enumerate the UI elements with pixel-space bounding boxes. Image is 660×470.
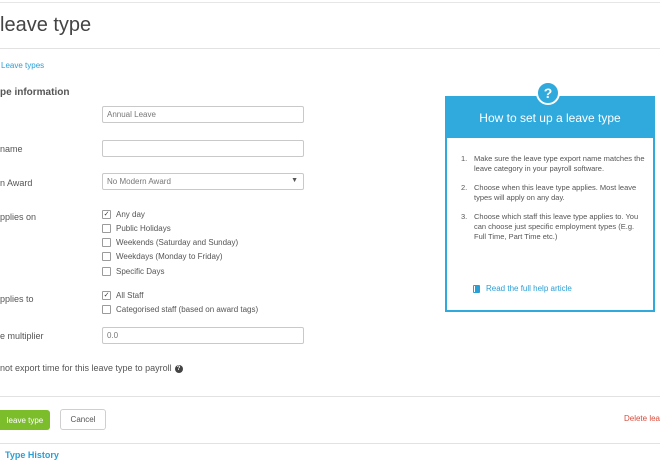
delete-leave-type-link[interactable]: Delete lea (623, 414, 660, 423)
save-leave-type-button[interactable]: leave type (0, 410, 50, 430)
no-export-label: not export time for this leave type to payroll (0, 363, 172, 373)
checkbox-label: Categorised staff (based on award tags) (116, 304, 259, 314)
checkbox-icon (102, 224, 111, 233)
checkbox-specific-days[interactable] (102, 265, 164, 277)
help-card-title: How to set up a leave type (447, 98, 653, 138)
multiplier-label: e multiplier (0, 331, 44, 341)
export-name-input[interactable] (102, 140, 304, 157)
top-border (0, 2, 660, 3)
checkbox-label: Any day (116, 209, 145, 219)
help-step: 2. Choose when this leave type applies. Most leave types will apply on any day. (461, 183, 637, 202)
actions-divider (0, 396, 660, 397)
section-title: pe information (0, 87, 70, 98)
checkbox-icon (102, 305, 111, 314)
award-select[interactable] (102, 173, 304, 190)
page-title: leave type (0, 14, 92, 36)
history-divider (0, 443, 660, 444)
applies-to-label: pplies to (0, 294, 34, 304)
question-icon[interactable]: ? (175, 365, 183, 373)
leave-name-input[interactable] (102, 106, 304, 123)
help-card (445, 96, 655, 312)
help-question-icon: ? (536, 81, 560, 105)
book-icon (473, 285, 480, 293)
checkbox-icon: ✓ (103, 291, 110, 299)
breadcrumb-leave-types[interactable]: Leave types (1, 61, 45, 70)
checkbox-weekdays[interactable] (102, 250, 223, 262)
multiplier-input[interactable] (102, 327, 304, 344)
caret-down-icon: ▼ (291, 177, 298, 184)
checkbox-label: Weekdays (Monday to Friday) (116, 251, 223, 261)
checkbox-public-holidays[interactable] (102, 222, 171, 234)
checkbox-label: All Staff (116, 290, 144, 300)
read-help-article-link[interactable] (473, 284, 572, 293)
award-select-value: No Modern Award (107, 177, 171, 186)
help-steps (461, 154, 647, 251)
checkbox-icon (102, 238, 111, 247)
help-link-label: Read the full help article (486, 284, 572, 293)
checkbox-any-day[interactable] (102, 208, 145, 220)
leave-type-history-link[interactable]: Type History (5, 450, 59, 460)
applies-on-label: pplies on (0, 212, 37, 222)
checkbox-label: Weekends (Saturday and Sunday) (116, 237, 239, 247)
help-step: 1. Make sure the leave type export name matches the leave category in your payroll software. (461, 154, 645, 173)
checkbox-all-staff[interactable] (102, 289, 143, 301)
no-export-row[interactable] (0, 363, 183, 373)
award-label: n Award (0, 178, 33, 188)
checkbox-icon (102, 267, 111, 276)
checkbox-icon (102, 252, 111, 261)
checkbox-icon: ✓ (103, 210, 110, 218)
checkbox-weekends[interactable] (102, 236, 238, 248)
checkbox-label: Public Holidays (116, 223, 171, 233)
header-divider (0, 48, 660, 49)
cancel-button[interactable]: Cancel (60, 409, 106, 430)
checkbox-categorised-staff[interactable] (102, 303, 258, 315)
checkbox-label: Specific Days (116, 266, 165, 276)
export-name-label: name (0, 144, 23, 154)
help-step: 3. Choose which staff this leave type applies to. You can choose just specific employment types (E.g. Full Time, Part Time etc.) (461, 212, 639, 241)
